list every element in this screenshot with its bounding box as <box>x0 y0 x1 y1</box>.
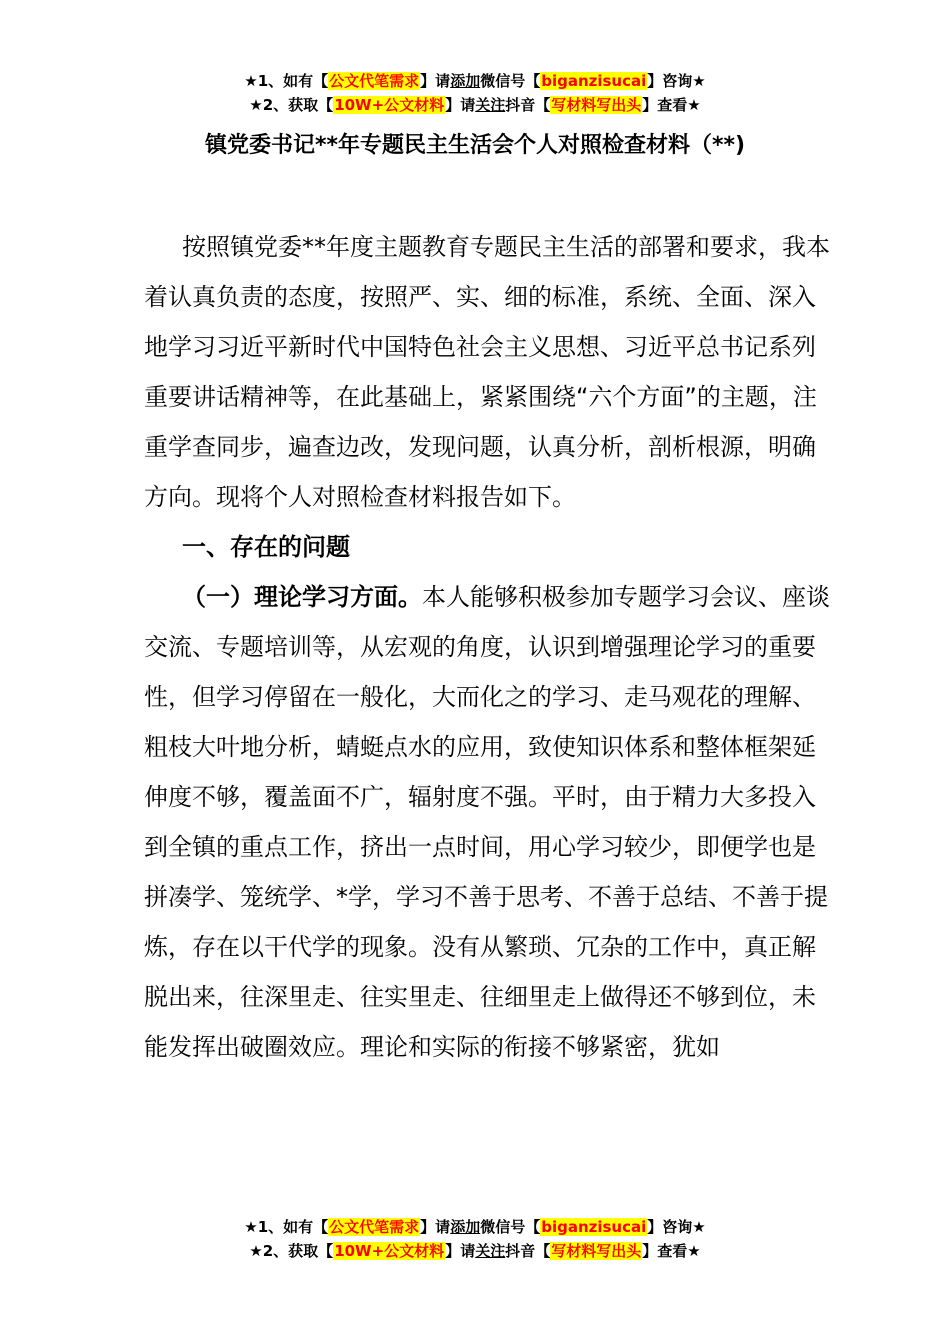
banner-highlight: 10W+公文材料 <box>334 1242 445 1260</box>
banner-highlight: 写材料写出头 <box>551 96 642 114</box>
banner-highlight: 10W+公文材料 <box>334 96 445 114</box>
footer-banner <box>0 1215 950 1263</box>
banner-underline: 添加 <box>450 72 481 90</box>
banner-highlight: 公文代笔需求 <box>329 1218 420 1236</box>
header-banner <box>0 69 950 117</box>
document-title: 镇党委书记**年专题民主生活会个人对照检查材料（**) <box>204 133 746 158</box>
banner-line-1 <box>0 1215 950 1239</box>
banner-text: 微信号【 <box>480 72 541 90</box>
banner-highlight: 写材料写出头 <box>551 1242 642 1260</box>
banner-text: 】咨询★ <box>647 72 706 90</box>
banner-text: 】请 <box>420 72 451 90</box>
section-heading: 一、存在的问题 <box>182 533 350 561</box>
banner-underline: 关注 <box>475 1242 506 1260</box>
intro-paragraph: 按照镇党委**年度主题教育专题民主生活的部署和要求，我本着认真负责的态度，按照严、实、细的标准，系统、全面、深入地学习习近平新时代中国特色社会主义思想、习近平总书记系列重要讲话精神等，在此基础上，紧紧围绕“六个方面”的主题，注重学查同步，遍查边改，发现问题，认真分析，剖析根源，明确方向。现将个人对照检查材料报告如下。 <box>144 233 830 511</box>
banner-highlight: biganzisucai <box>541 1218 647 1236</box>
banner-line-2 <box>0 93 950 117</box>
banner-text: 】查看★ <box>642 96 701 114</box>
banner-underline: 关注 <box>475 96 506 114</box>
banner-text: 】查看★ <box>642 1242 701 1260</box>
banner-text: 微信号【 <box>480 1218 541 1236</box>
banner-highlight: biganzisucai <box>541 72 647 90</box>
banner-line-2 <box>0 1239 950 1263</box>
banner-text: ★1、如有【 <box>244 1218 329 1236</box>
banner-text: 抖音【 <box>505 1242 551 1260</box>
banner-highlight: 公文代笔需求 <box>329 72 420 90</box>
document-body <box>144 222 834 1072</box>
banner-line-1 <box>0 69 950 93</box>
banner-text: 】请 <box>420 1218 451 1236</box>
subsection-text: 本人能够积极参加专题学习会议、座谈交流、专题培训等，从宏观的角度，认识到增强理论学习的重要性，但学习停留在一般化，大而化之的学习、走马观花的理解、粗枝大叶地分析，蜻蜓点水的应用，致使知识体系和整体框架延伸度不够，覆盖面不广，辐射度不强。平时，由于精力大多投入到全镇的重点工作，挤出一点时间，用心学习较少，即便学也是拼凑学、笼统学、*学，学习不善于思考、不善于总结、不善于提炼，存在以干代学的现象。没有从繁琐、冗杂的工作中，真正解脱出来，往深里走、往实里走、往细里走上做得还不够到位，未能发挥出破圈效应。理论和实际的衔接不够紧密，犹如 <box>144 583 830 1061</box>
subsection-lead: （一）理论学习方面。 <box>182 583 422 611</box>
banner-text: ★2、获取【 <box>249 1242 334 1260</box>
banner-text: 】请 <box>445 96 476 114</box>
banner-text: 】咨询★ <box>647 1218 706 1236</box>
banner-text: 抖音【 <box>505 96 551 114</box>
banner-underline: 添加 <box>450 1218 481 1236</box>
banner-text: 】请 <box>445 1242 476 1260</box>
subsection-paragraph <box>144 572 834 1072</box>
banner-text: ★1、如有【 <box>244 72 329 90</box>
banner-text: ★2、获取【 <box>249 96 334 114</box>
